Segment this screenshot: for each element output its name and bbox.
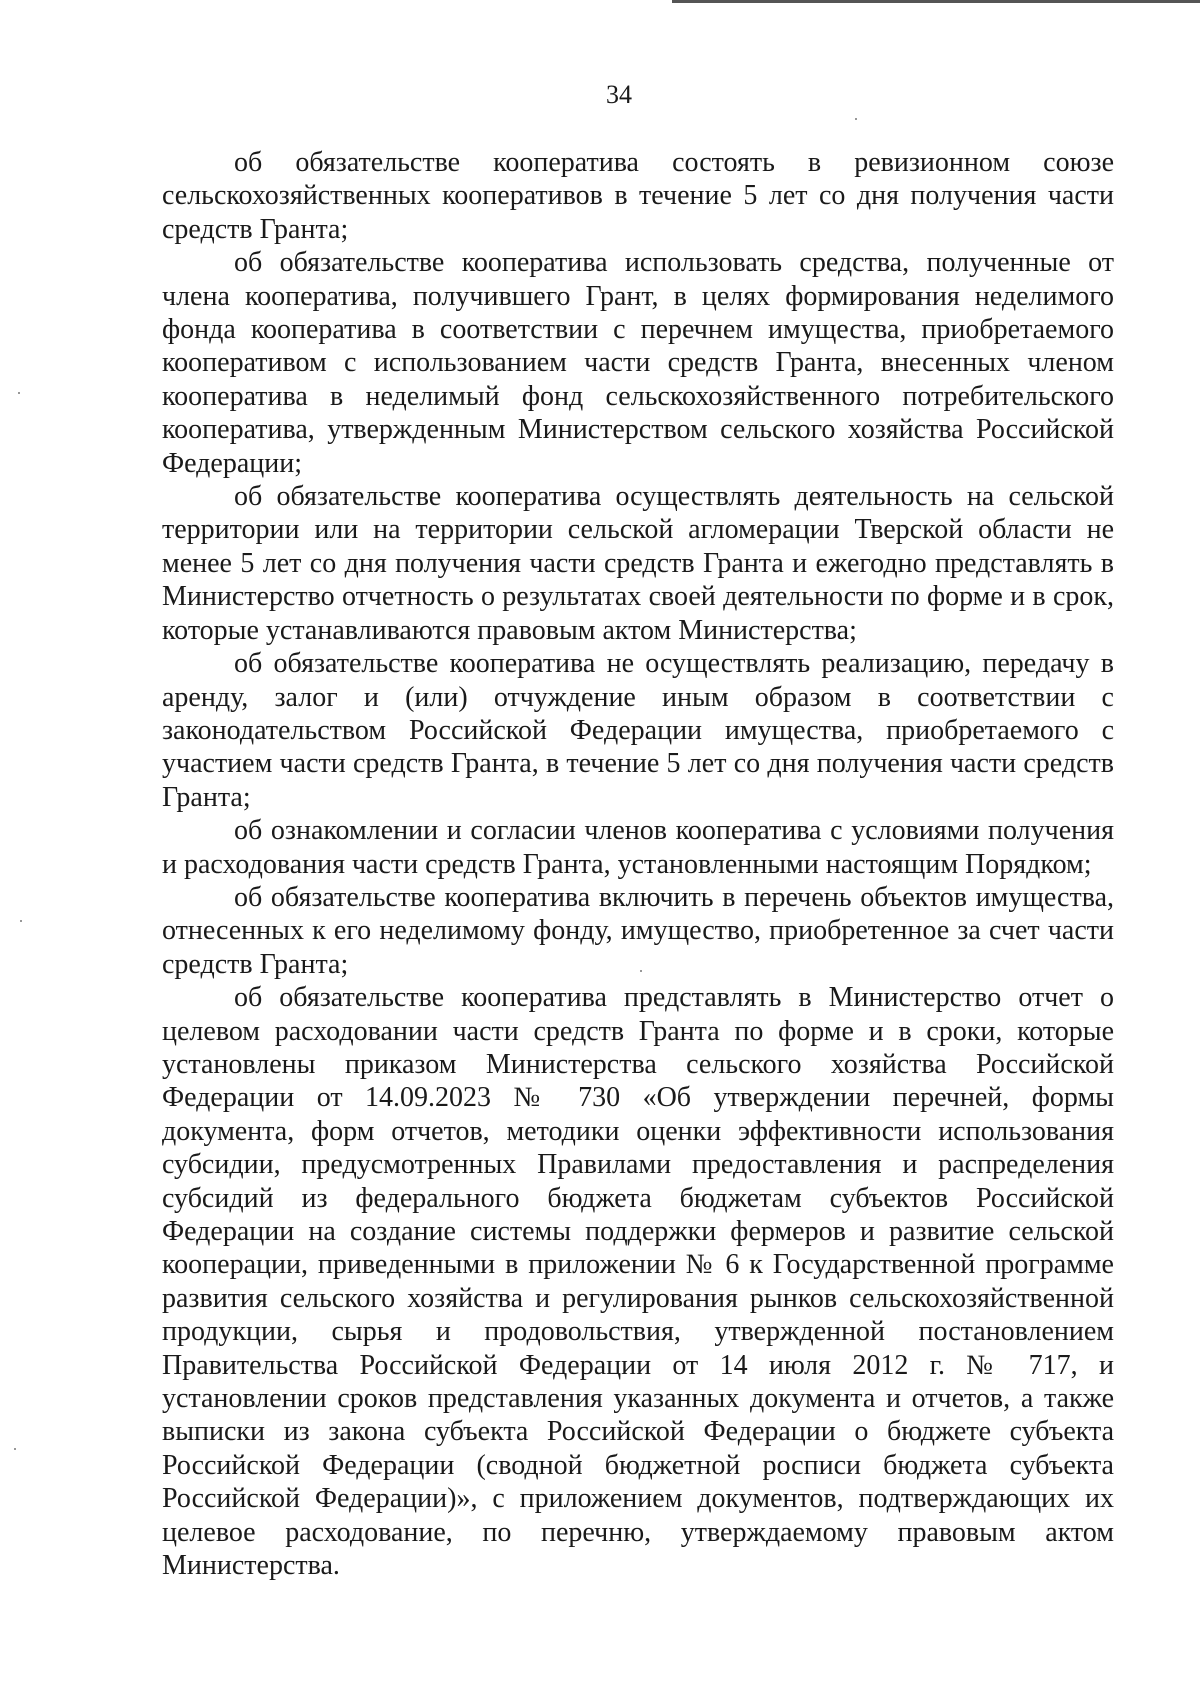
scan-speck	[855, 118, 857, 120]
paragraph-no-alienation-obligation: об обязательстве кооператива не осуществлять реализацию, передачу в аренду, залог и (или) отчуждение иным образом в соответствии с законодательством Российской Федерации имущества, приобретаемого с участием части средств Гранта, в течение 5 лет со дня получения части средств Гранта;	[162, 648, 1114, 813]
paragraph-reporting-obligation: об обязательстве кооператива представлять в Министерство отчет о целевом расходовании части средств Гранта по форме и в сроки, которые установлены приказом Министерства сельского хозяйства Российской Федерации от 14.09.2023 № 730 «Об утверждении перечней, формы документа, форм отчетов, методики оценки эффективности использования субсидии, предусмотренных Правилами предоставления и распределения субсидий из федерального бюджета бюджетам субъектов Российской Федерации на создание системы поддержки фермеров и развитие сельской кооперации, приведенными в приложении № 6 к Государственной программе развития сельского хозяйства и регулирования рынков сельскохозяйственной продукции, сырья и продовольствия, утвержденной постановлением Правительства Российской Федерации от 14 июля 2012 г. № 717, и установлении сроков представления указанных документа и отчетов, а также выписки из закона субъекта Российской Федерации о бюджете субъекта Российской Федерации (сводной бюджетной росписи бюджета субъекта Российской Федерации)», с приложением документов, подтверждающих их целевое расходование, по перечню, утверждаемому правовым актом Министерства.	[162, 982, 1114, 1582]
paragraph-property-list-obligation: об обязательстве кооператива включить в перечень объектов имущества, отнесенных к его неделимому фонду, имущество, приобретенное за счет части средств Гранта;	[162, 881, 1114, 980]
paragraph-audit-union-obligation: об обязательстве кооператива состоять в ревизионном союзе сельскохозяйственных кооперативов в течение 5 лет со дня получения части средств Гранта;	[162, 147, 1114, 245]
scan-speck	[14, 1448, 16, 1450]
page-number: 34	[606, 80, 632, 109]
top-edge-rule	[672, 0, 1200, 3]
scan-speck	[18, 392, 20, 394]
paragraph-indivisible-fund-obligation: об обязательстве кооператива использовать средства, полученные от члена кооператива, получившего Грант, в целях формирования неделимого фонда кооператива в соответствии с перечнем имущества, приобретаемого кооперативом с использованием части средств Гранта, внесенных членом кооператива в неделимый фонд сельскохозяйственного потребительского кооператива, утвержденным Министерством сельского хозяйства Российской Федерации;	[162, 247, 1114, 479]
paragraph-members-consent: об ознакомлении и согласии членов кооператива с условиями получения и расходования части средств Гранта, установленными настоящим Порядком;	[162, 815, 1114, 880]
paragraph-rural-activity-obligation: об обязательстве кооператива осуществлять деятельность на сельской территории или на территории сельской агломерации Тверской области не менее 5 лет со дня получения части средств Гранта и ежегодно представлять в Министерство отчетность о результатах своей деятельности по форме и в срок, которые устанавливаются правовым актом Министерства;	[162, 481, 1114, 646]
scan-speck	[20, 920, 22, 922]
scan-speck	[640, 970, 642, 972]
document-body	[162, 146, 1114, 1582]
